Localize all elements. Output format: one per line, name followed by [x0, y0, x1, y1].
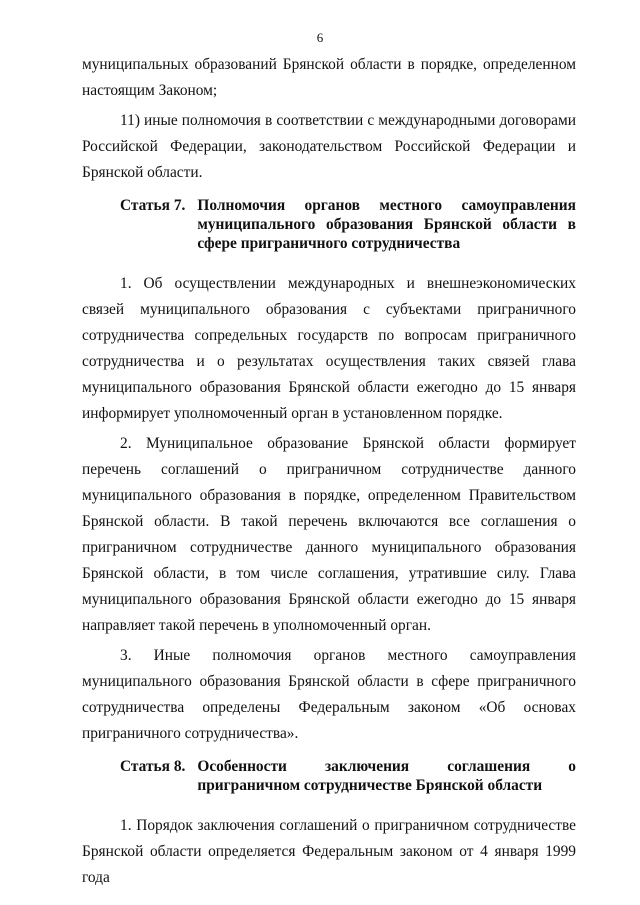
article-8-label: Статья 8. — [120, 758, 186, 775]
paragraph-item-11: 11) иные полномочия в соответствии с международными договорами Российской Федерации, законодательством Российской Федерации и Брянской области. — [82, 112, 576, 181]
article-8-heading — [82, 757, 576, 795]
article-7-paragraph-3: 3. Иные полномочия органов местного самоуправления муниципального образования Брянской области в сфере приграничного сотрудничества определены Федеральным законом «Об основах приграничного сотрудничества». — [82, 647, 576, 742]
article-7-label: Статья 7. — [120, 197, 186, 214]
article-7-paragraph-2: 2. Муниципальное образование Брянской области формирует перечень соглашений о приграничном сотрудничестве данного муниципального образования в порядке, определенном Правительством Брянской области. В такой перечень включаются все соглашения о приграничном сотрудничестве данного муниципального образования Брянской области, в том числе соглашения, утратившие силу. Глава муниципального образования Брянской области ежегодно до 15 января направляет такой перечень в уполномоченный орган. — [82, 435, 576, 634]
article-7-paragraph-1: 1. Об осуществлении международных и внешнеэкономических связей муниципального образования с субъектами приграничного сотрудничества сопредельных государств по вопросам приграничного сотрудничества и о результатах осуществления таких связей глава муниципального образования Брянской области ежегодно до 15 января информирует уполномоченный орган в установленном порядке. — [82, 275, 576, 422]
page-number: 6 — [316, 30, 324, 45]
article-8-title: Особенности заключения соглашения о приграничном сотрудничестве Брянской области — [197, 758, 576, 794]
article-7-heading — [82, 196, 576, 253]
document-body — [82, 52, 576, 891]
article-7-title: Полномочия органов местного самоуправления муниципального образования Брянской области в сфере приграничного сотрудничества — [197, 197, 576, 252]
paragraph-continuation: муниципальных образований Брянской области в порядке, определенном настоящим Законом; — [82, 56, 576, 99]
article-8-paragraph-1: 1. Порядок заключения соглашений о приграничном сотрудничестве Брянской области определяется Федеральным законом от 4 января 1999 года — [82, 817, 576, 886]
